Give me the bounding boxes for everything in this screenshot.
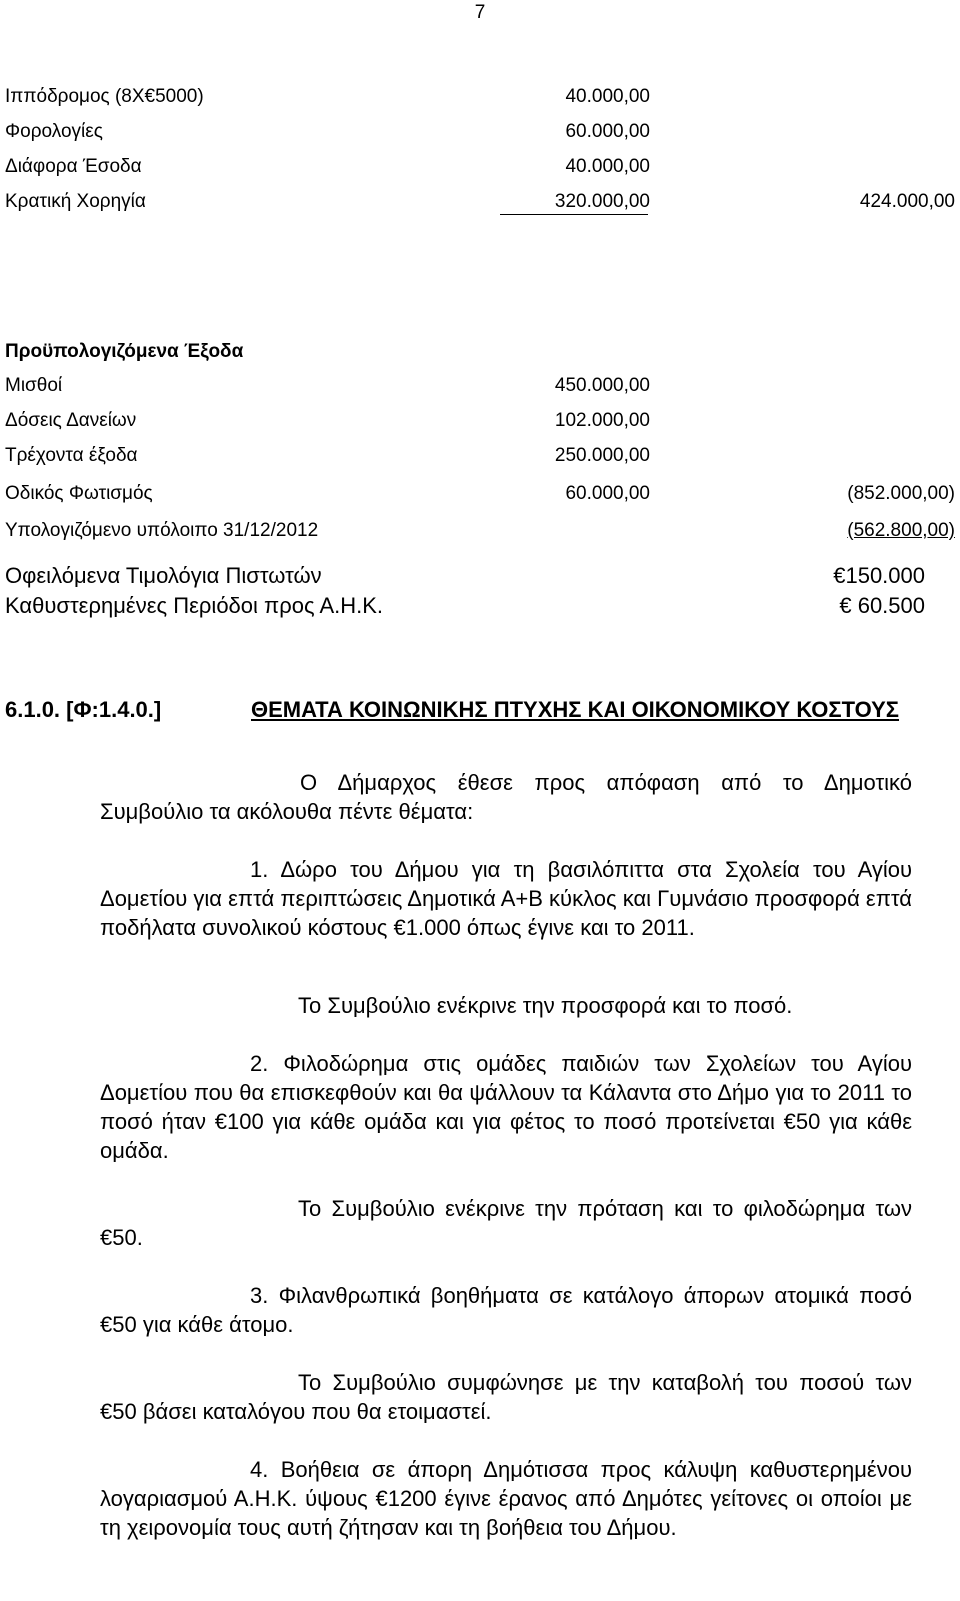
revenue-amount: 320.000,00	[554, 191, 650, 212]
expense-total: (852.000,00)	[847, 483, 955, 504]
revenue-amount: 40.000,00	[565, 156, 650, 177]
expense-row	[5, 373, 955, 399]
debt-label: Καθυστερημένες Περιόδοι προς Α.Η.Κ.	[5, 593, 384, 618]
item-1-paragraph	[100, 855, 912, 942]
section-title: ΘΕΜΑΤΑ ΚΟΙΝΩΝΙΚΗΣ ΠΤΥΧΗΣ ΚΑΙ ΟΙΚΟΝΟΜΙΚΟΥ ΚΟΣΤΟΥΣ	[251, 697, 900, 722]
revenue-total: 424.000,00	[859, 191, 955, 212]
expense-amount: 60.000,00	[565, 483, 650, 504]
decision-3-text: Το Συμβούλιο συμφώνησε με την καταβολή του ποσού των €50 βάσει καταλόγου που θα ετοιμαστεί.	[100, 1370, 912, 1424]
revenue-row	[5, 119, 955, 145]
expense-label: Δόσεις Δανείων	[5, 410, 137, 431]
expenses-title: Προϋπολογιζόμενα Έξοδα	[5, 341, 244, 362]
expense-label: Τρέχοντα έξοδα	[5, 445, 138, 466]
item-4-text: 4. Βοήθεια σε άπορη Δημότισσα προς κάλυψη καθυστερημένου λογαριασμού Α.Η.Κ. ύψους €1200 έγινε έρανος από Δημότες γείτονες οι οποίοι με τη χειρονομία τους αυτή ζήτησαν και τη βοήθεια του Δήμου.	[100, 1457, 912, 1540]
debt-amount: € 60.500	[839, 593, 925, 618]
revenue-label: Διάφορα Έσοδα	[5, 156, 142, 177]
expense-row	[5, 443, 955, 469]
revenue-amount: 60.000,00	[565, 121, 650, 142]
intro-paragraph	[100, 768, 912, 826]
expense-amount: 250.000,00	[554, 445, 650, 466]
expense-amount: 450.000,00	[554, 375, 650, 396]
balance-total: (562.800,00)	[847, 520, 955, 541]
item-2-paragraph	[100, 1049, 912, 1165]
debt-row	[5, 591, 925, 621]
item-1-text: 1. Δώρο του Δήμου για τη βασιλόπιττα στα Σχολεία του Αγίου Δομετίου για επτά περιπτώσεις Δημοτικά Α+Β κύκλος και Γυμνάσιο προσφορά επτά ποδήλατα συνολικού κόστους €1.000 όπως έγινε και το 2011.	[100, 857, 912, 940]
decision-3-paragraph	[100, 1368, 912, 1426]
expense-row	[5, 408, 955, 434]
decision-2-text: Το Συμβούλιο ενέκρινε την πρόταση και το φιλοδώρημα των €50.	[100, 1196, 912, 1250]
expense-label: Οδικός Φωτισμός	[5, 483, 153, 504]
revenue-label: Κρατική Χορηγία	[5, 191, 146, 212]
expense-label: Μισθοί	[5, 375, 63, 396]
revenue-row	[5, 84, 955, 110]
intro-text: Ο Δήμαρχος έθεσε προς απόφαση από το Δημοτικό Συμβούλιο τα ακόλουθα πέντε θέματα:	[100, 770, 912, 824]
item-2-text: 2. Φιλοδώρημα στις ομάδες παιδιών των Σχολείων του Αγίου Δομετίου που θα επισκεφθούν και θα ψάλλουν τα Κάλαντα στο Δήμο για το 2011 το ποσό ήταν €100 για κάθε ομάδα και για φέτος το ποσό προτείνεται €50 για κάθε ομάδα.	[100, 1051, 912, 1163]
revenue-amount: 40.000,00	[565, 86, 650, 107]
balance-label: Υπολογιζόμενο υπόλοιπο 31/12/2012	[5, 520, 319, 541]
page-number: 7	[474, 2, 486, 23]
expense-amount: 102.000,00	[554, 410, 650, 431]
balance-row	[5, 518, 955, 544]
subtotal-underline	[500, 214, 648, 215]
item-4-paragraph	[100, 1455, 912, 1542]
revenue-label: Ιππόδρομος (8Χ€5000)	[5, 86, 204, 107]
revenue-label: Φορολογίες	[5, 121, 103, 142]
debt-label: Οφειλόμενα Τιμολόγια Πιστωτών	[5, 563, 322, 588]
decision-2-paragraph	[100, 1194, 912, 1252]
debt-amount: €150.000	[833, 563, 925, 588]
item-3-paragraph	[100, 1281, 912, 1339]
item-3-text: 3. Φιλανθρωπικά βοηθήματα σε κατάλογο άπορων ατομικά ποσό €50 για κάθε άτομο.	[100, 1283, 912, 1337]
decision-1-paragraph	[100, 991, 912, 1020]
revenue-row	[5, 154, 955, 180]
debt-row	[5, 561, 925, 591]
revenue-row	[5, 189, 955, 215]
section-number: 6.1.0. [Φ:1.4.0.]	[5, 697, 162, 722]
decision-1-text: Το Συμβούλιο ενέκρινε την προσφορά και το ποσό.	[298, 993, 793, 1018]
expense-row	[5, 481, 955, 507]
